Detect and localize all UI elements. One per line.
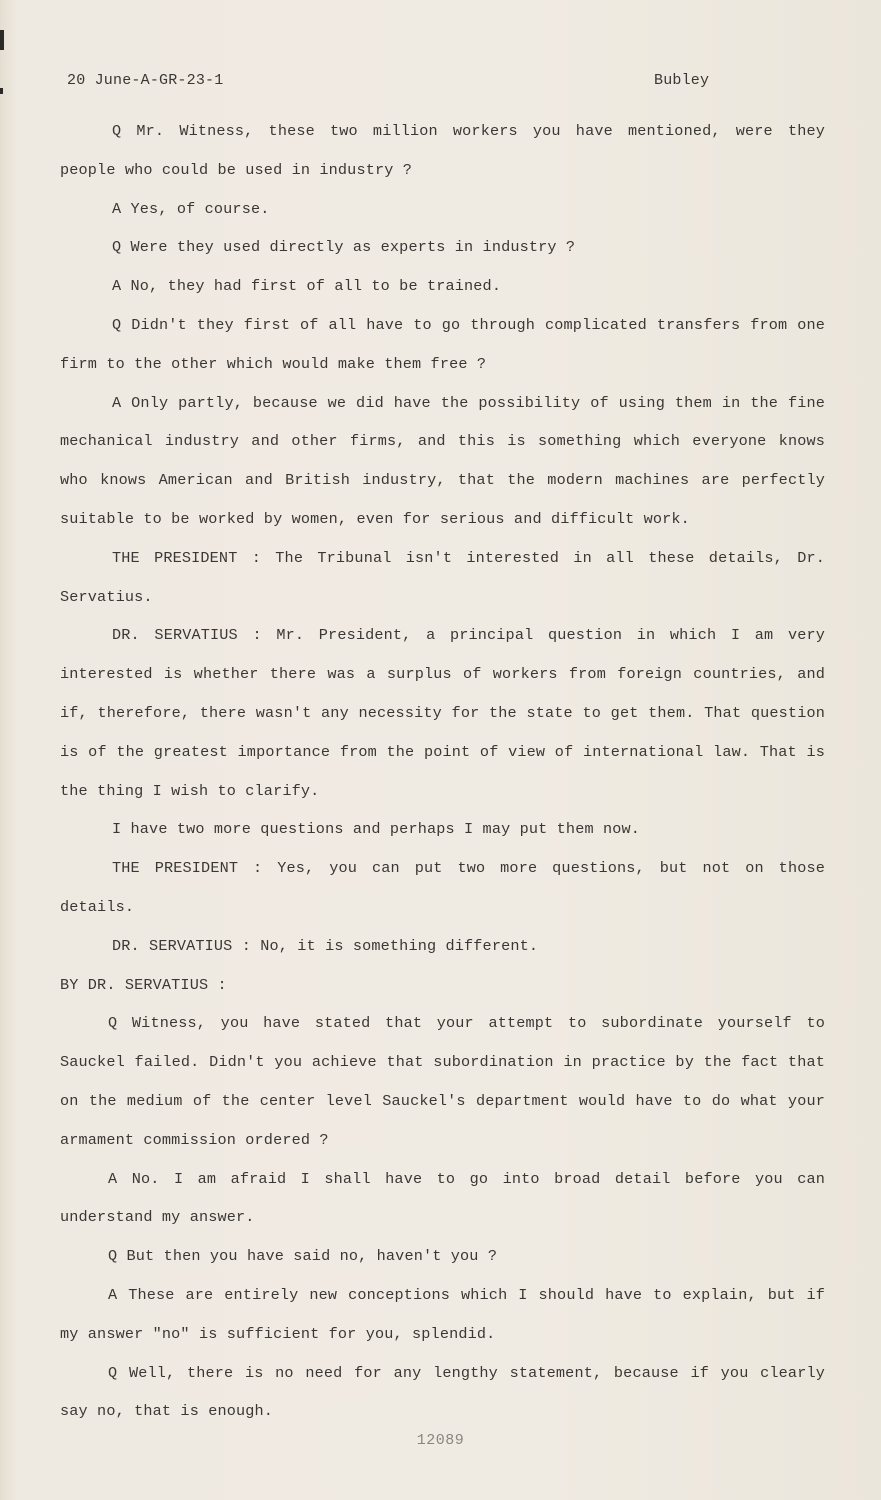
paragraph-6: A Only partly, because we did have the possibility of using them in the fine mechanical industry and other firms, and this is something which everyone knows who knows American and British industry, that the modern machines are perfectly suitable to be worked by women, even for serious and difficult work. <box>60 393 825 528</box>
binding-mark <box>0 30 4 50</box>
paragraph-14: A No. I am afraid I shall have to go into broad detail before you can understand my answer. <box>60 1169 825 1227</box>
page-number: 12089 <box>416 1432 465 1449</box>
paragraph-12: BY DR. SERVATIUS : <box>60 975 227 994</box>
paragraph-4: A No, they had first of all to be trained. <box>112 277 502 296</box>
paragraph-17: Q Well, there is no need for any lengthy statement, because if you clearly say no, that is enough. <box>60 1363 825 1421</box>
reporter-name: Bubley <box>654 72 710 89</box>
paragraph-9: I have two more questions and perhaps I may put them now. <box>112 820 641 839</box>
paragraph-13: Q Witness, you have stated that your attempt to subordinate yourself to Sauckel failed. Didn't you achieve that subordination in practice by the fact that on the medium of the center level Sauckel's department would have to do what your armament commission ordered ? <box>60 1014 825 1149</box>
binding-mark-small <box>0 88 3 94</box>
paragraph-10: THE PRESIDENT : Yes, you can put two more questions, but not on those details. <box>60 859 825 916</box>
paragraph-3: Q Were they used directly as experts in industry ? <box>112 238 576 257</box>
paragraph-5: Q Didn't they first of all have to go through complicated transfers from one firm to the other which would make them free ? <box>60 315 825 373</box>
paragraph-7: THE PRESIDENT : The Tribunal isn't interested in all these details, Dr. Servatius. <box>60 548 825 606</box>
paragraph-16: A These are entirely new conceptions which I should have to explain, but if my answer "no" is sufficient for you, splendid. <box>60 1285 825 1343</box>
document-reference: 20 June-A-GR-23-1 <box>67 72 224 89</box>
paragraph-8: DR. SERVATIUS : Mr. President, a principal question in which I am very interested is whether there was a surplus of workers from foreign countries, and if, therefore, there wasn't any necessity for the state to get them. That question is of the greatest importance from the point of view of international law. That is the thing I wish to clarify. <box>60 626 825 800</box>
paragraph-1: Q Mr. Witness, these two million workers you have mentioned, were they people who could be used in industry ? <box>60 122 825 179</box>
paragraph-11: DR. SERVATIUS : No, it is something different. <box>112 936 539 955</box>
paragraph-2: A Yes, of course. <box>112 199 270 218</box>
transcript-body <box>60 112 825 1431</box>
paragraph-15: Q But then you have said no, haven't you ? <box>108 1247 498 1266</box>
